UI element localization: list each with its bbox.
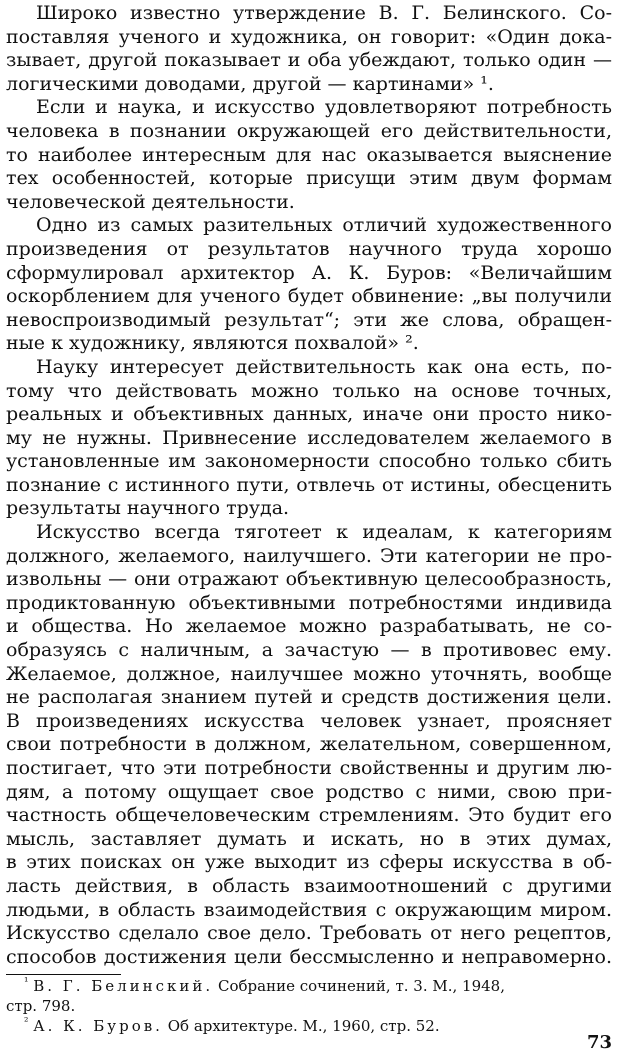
text-line: тех особенностей, которые присущи этим двум формам (6, 167, 612, 190)
text-line: образуясь с наличным, а зачастую — в противовес ему. (6, 639, 612, 662)
footnote-author: А. К. Буров. (33, 1017, 163, 1035)
text-line: Науку интересует действительность как она есть, по- (36, 355, 612, 378)
footnote-marker: ¹ (24, 975, 29, 988)
text-line: познание с истинного пути, отвлечь от истины, обесценить (6, 473, 612, 496)
text-line: Одно из самых разительных отличий художественного (36, 214, 612, 237)
text-line: логическими доводами, другой — картинами» ¹. (6, 72, 494, 95)
text-line: Искусство всегда тяготеет к идеалам, к категориям (36, 521, 612, 544)
text-line: то наиболее интересным для нас оказывается выяснение (6, 143, 612, 166)
footnote-text: Об архитектуре. М., 1960, стр. 52. (167, 1017, 440, 1035)
text-line: реальных и объективных данных, иначе они просто нико- (6, 403, 612, 426)
text-line: частность общечеловеческим стремлениям. Это будит его (6, 804, 612, 827)
text-line: человеческой деятельности. (6, 190, 295, 213)
footnotes (6, 976, 612, 1036)
text-line: сформулировал архитектор А. К. Буров: «Величайшим (6, 261, 612, 284)
footnote-1-continuation: стр. 798. (6, 997, 76, 1015)
text-line: невоспроизводимый результат“; эти же слова, обращен- (6, 308, 612, 331)
text-line: оскорблением для ученого будет обвинение: „вы получили (6, 285, 612, 308)
text-line: Широко известно утверждение В. Г. Белинского. Со- (36, 2, 612, 24)
text-line: му не нужны. Привнесение исследователем желаемого в (6, 426, 612, 449)
page-number: 73 (586, 1032, 612, 1053)
text-line: результаты научного труда. (6, 497, 290, 520)
text-line: тому что действовать можно только на основе точных, (6, 379, 612, 402)
text-line: установленные им закономерности способно только сбить (6, 450, 612, 473)
text-line: Желаемое, должное, наилучшее можно уточнять, вообще (6, 662, 612, 685)
text-line: дям, а потому ощущает свое родство с ними, свою при- (6, 780, 612, 803)
text-line: зывает, другой показывает и оба убеждают, только один — (6, 49, 612, 72)
footnote-1 (6, 976, 612, 996)
text-line: не располагая знанием путей и средств достижения цели. (6, 686, 612, 709)
text-line: человека в познании окружающей его действительности, (6, 119, 612, 142)
text-line: Искусство сделало свое дело. Требовать от него рецептов, (6, 922, 612, 945)
text-line: продиктованную объективными потребностями индивида (6, 591, 612, 614)
text-line: извольны — они отражают объективную целесообразность, (6, 568, 612, 591)
footnote-2 (6, 1016, 612, 1036)
text-line: В произведениях искусства человек узнает, проясняет (6, 709, 612, 732)
text-line: мысль, заставляет думать и искать, но в этих думах, (6, 827, 612, 850)
text-line: способов достижения цели бессмысленно и неправомерно. (6, 945, 612, 968)
footnote-marker: ² (24, 1015, 29, 1028)
body-text (6, 2, 612, 969)
text-line: и общества. Но желаемое можно разрабатывать, не со- (6, 615, 612, 638)
footnote-author: В. Г. Белинский. (33, 977, 214, 995)
text-line: произведения от результатов научного труда хорошо (6, 237, 612, 260)
text-line: Если и наука, и искусство удовлетворяют потребность (36, 96, 612, 119)
text-line: ласть действия, в область взаимоотношений с другими (6, 874, 612, 897)
text-line: постигает, что эти потребности свойственны и другим лю- (6, 757, 612, 779)
text-line: должного, желаемого, наилучшего. Эти категории не про- (6, 544, 612, 567)
footnote-text: Собрание сочинений, т. 3. М., 1948, (217, 977, 505, 995)
text-line: поставляя ученого и художника, он говорит: «Один дока- (6, 25, 612, 48)
text-line: ные к художнику, являются похвалой» ². (6, 332, 419, 355)
text-line: свои потребности в должном, желательном, совершенном, (6, 733, 612, 756)
text-line: людьми, в область взаимодействия с окружающим миром. (6, 898, 612, 921)
text-line: в этих поисках он уже выходит из сферы искусства в об- (6, 851, 612, 874)
